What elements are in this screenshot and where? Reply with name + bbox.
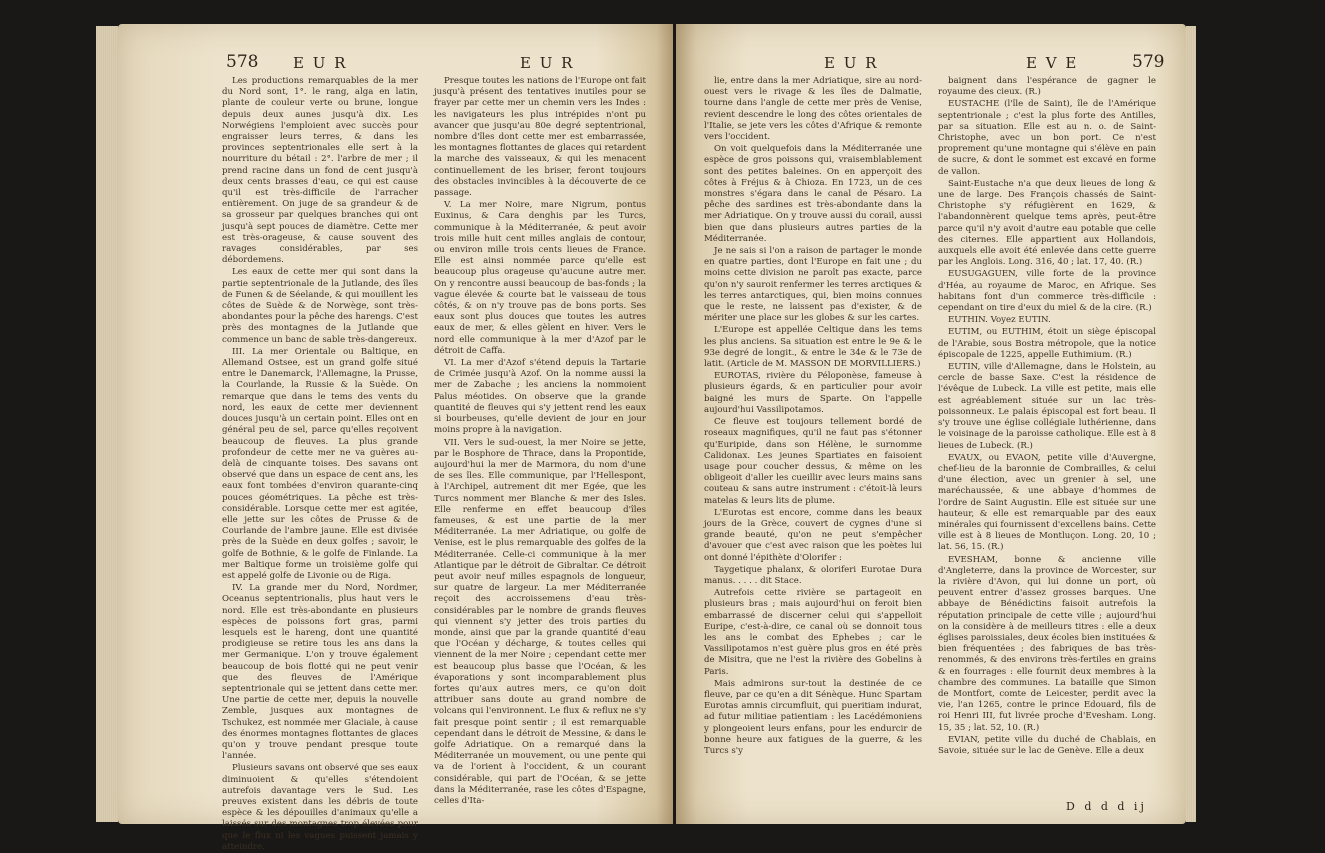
paragraph: III. La mer Orientale ou Baltique, en Allemand Ostsee, est un grand golfe situé entre le Danemarck, l'Allemagne, la Prusse, la Courlande, la Russie & la Suède. On remarque que dans le tems des vents du nord, les eaux de cette mer deviennent douces jusqu'à un certain point. Elles ont en général peu de sel, parce qu'elles reçoivent beaucoup de fleuves. La plus grande profondeur de cette mer ne va guères au-delà de cinquante toises. Des savans ont observé que dans un espace de cent ans, les eaux font tombées d'environ quarante-cinq pouces géométriques. La pêche est très-considérable. Lorsque cette mer est agitée, elle jette sur les côtes de Prusse & de Courlande de l'ambre jaune. Elle est divisée près de la Suède en deux golfes ; savoir, le golfe de Bothnie, & le golfe de Finlande. La mer Baltique forme un troisième golfe qui est appelé golfe de Livonie ou de Riga. bbox=[222, 346, 418, 581]
paragraph: V. La mer Noire, mare Nigrum, pontus Euxinus, & Cara denghis par les Turcs, communique à la Méditerranée, & peut avoir trois mille huit cent milles anglais de contour, ou environ mille trois cents lieues de France. Elle est ainsi nommée parce qu'elle est beaucoup plus orageuse qu'aucune autre mer. On y rencontre aussi beaucoup de bas-fonds ; la vague élevée & courte bat le vaisseau de tous côtés, & on n'y trouve pas de bons ports. Ses eaux sont plus douces que toutes les autres eaux de mer, & elles gèlent en hiver. Vers le nord elle communique à la mer d'Azof par le détroit de Caffa. bbox=[434, 200, 646, 356]
paragraph: Les productions remarquables de la mer du Nord sont, 1°. le rang, alga en latin, plante de couleur verte ou brune, longue depuis deux aunes jusqu'à dix. Les Norwégiens l'emploient avec succès pour engraisser leurs terres, & dans les provinces septentrionales elle sert à la nourriture du bétail : 2°. l'arbre de mer ; il prend racine dans un fond de cent jusqu'à deux cents brasses d'eau, ce qui est cause qu'il est très-difficile de l'arracher entièrement. On juge de sa grandeur & de sa grosseur par quelques branches qui ont jusqu'à sept pouces de diamètre. Cette mer est très-orageuse, & cause souvent des ravages considérables, par ses débordemens. bbox=[222, 76, 418, 266]
paragraph: On voit quelquefois dans la Méditerranée une espèce de gros poissons qui, vraisemblablement sont des petites baleines. On en apperçoit des côtes à Fréjus & à Chioza. En 1723, un de ces monstres s'égara dans le canal de Pésaro. La pêche des sardines est très-abondante dans la mer Adriatique. On y trouve aussi du corail, aussi bien que dans plusieurs autres parties de la Méditerranée. bbox=[704, 144, 922, 244]
paragraph: EUSUGAGUEN, ville forte de la province d'Héa, au royaume de Maroc, en Afrique. Ses habitans font d'un commerce très-difficile : cependant on tire d'eux du miel & de la cire. (R.) bbox=[938, 269, 1156, 314]
paragraph: Je ne sais si l'on a raison de partager le monde en quatre parties, dont l'Europe en fait une ; du moins cette division ne paroît pas exacte, parce qu'on n'y sauroit renfermer les terres arctiques & les terres antarctiques, qui, bien moins connues que le reste, ne laissent pas d'exister, & de mériter une place sur les globes & sur les cartes. bbox=[704, 246, 922, 324]
paragraph: VII. Vers le sud-ouest, la mer Noire se jette, par le Bosphore de Thrace, dans la Propontide, aujourd'hui la mer de Marmora, du nom d'une de ses îles. Elle communique, par l'Hellespont, à l'Archipel, autrement dit mer Egée, que les Turcs nomment mer Blanche & mer des Isles. Elle renferme en effet beaucoup d'îles fameuses, & est une partie de la mer Méditerranée. La mer Adriatique, ou golfe de Venise, est le plus remarquable des golfes de la Méditerranée. Celle-ci communique à la mer Atlantique par le détroit de Gibraltar. Ce détroit peut avoir neuf milles espagnols de longueur, sur quatre de largeur. La mer Méditerranée reçoit des accroissemens d'eau très-considérables par le nombre de grands fleuves qui viennent s'y jetter des trois parties du monde, ainsi que par la grande quantité d'eau que l'Océan y décharge, & toutes celles qui viennent de la mer Noire ; cependant cette mer est beaucoup plus basse que l'Océan, & les évaporations y sont incomparablement plus fortes qu'aux autres mers, ce qu'on doit attribuer sans doute au grand nombre de volcans qui l'environnent. Le flux & reflux ne s'y fait presque point sentir ; il est remarquable cependant dans le détroit de Messine, & dans le golfe Adriatique. On a remarqué dans la Méditerranée un mouvement, ou une pente qui va de l'orient à l'occident, & un courant considérable, qui part de l'Océan, & se jette dans la Méditerranée, rase les côtes d'Espagne, celles d'Ita- bbox=[434, 437, 646, 806]
running-header-right: E V E bbox=[1026, 54, 1079, 72]
paragraph: baignent dans l'espérance de gagner le royaume des cieux. (R.) bbox=[938, 76, 1156, 98]
paragraph: EUTHIN. Voyez EUTIN. bbox=[948, 315, 1051, 326]
paragraph: EUROTAS, rivière du Péloponèse, fameuse à plusieurs égards, & en particulier pour avoir baigné les murs de Sparte. On l'appelle aujourd'hui Vassilipotamos. bbox=[704, 371, 922, 415]
paragraph: VI. La mer d'Azof s'étend depuis la Tartarie de Crimée jusqu'à Azof. On la nomme aussi la mer de Zabache ; les anciens la nommoient Palus méotides. On observe que la grande quantité de fleuves qui s'y jettent rend les eaux si bourbeuses, qu'elle devient de jour en jour moins propre à la navigation. bbox=[434, 358, 646, 436]
running-header-right: E U R bbox=[520, 54, 575, 72]
running-header-left: E U R bbox=[824, 54, 879, 72]
page-number: 579 bbox=[1132, 52, 1165, 72]
text-column-left bbox=[222, 76, 418, 852]
paragraph: Mais admirons sur-tout la destinée de ce fleuve, par ce qu'en a dit Sénèque. Hunc Spartam Eurotas amnis circumfluit, qui pueritiam indurat, ad futur militiae patientiam : les Lacédémoniens y plongeoient leurs enfans, pour les endurcir de bonne heure aux fatigues de la guerre, & les Turcs s'y bbox=[704, 678, 922, 756]
paragraph: EUTIN, ville d'Allemagne, dans le Holstein, au cercle de basse Saxe. C'est la résidence de l'évêque de Lubeck. La ville est petite, mais elle est agréablement située sur un lac très-poissonneux. Le palais épiscopal est fort beau. Il s'y trouve une église collégiale luthérienne, dans le voisinage de la paroisse catholique. Elle est à 8 lieues de Lubeck. (R.) bbox=[938, 362, 1156, 451]
left-page-edges bbox=[96, 26, 118, 822]
paragraph: Autrefois cette rivière se partageoit en plusieurs bras ; mais aujourd'hui on feroit bien embarrassé de discerner celui qui s'appelloit Euripe, c'est-à-dire, ce canal où se donnoit tous les ans le combat des Ephebes ; car le Vassilipotamos n'est guère plus gros en été près de Misitra, que ne l'est la rivière des Gobelins à Paris. bbox=[704, 588, 922, 677]
text-column-right bbox=[434, 76, 647, 806]
paragraph: IV. La grande mer du Nord, Nordmer, Oceanus septentrionalis, plus haut vers le nord. Elle est très-abondante en plusieurs espèces de poissons fort gras, parmi lesquels est le hareng, dont une quantité prodigieuse se retire tous les ans dans la mer Germanique. L'on y trouve également beaucoup de bois flotté qui ne peut venir que des fleuves de l'Amérique septentrionale qui se jettent dans cette mer. Une partie de cette mer, depuis la nouvelle Zemble, jusques aux montagnes de Tschukez, est nommée mer Glaciale, à cause des énormes montagnes flottantes de glaces qu'on y trouve pendant presque toute l'année. bbox=[222, 583, 418, 762]
paragraph: EVIAN, petite ville du duché de Chablais, en Savoie, située sur le lac de Genève. Elle a deux bbox=[938, 734, 1156, 756]
paragraph: EVAUX, ou EVAON, petite ville d'Auvergne, chef-lieu de la baronnie de Combrailles, & celui d'une élection, avec un grenier à sel, une maréchaussée, & une abbaye d'hommes de l'ordre de Saint Augustin. Elle est située sur une hauteur, & elle est remarquable par des eaux minérales qui fournissent d'excellens bains. Cette ville est à 8 lieues de Montluçon. Long. 20, 10 ; lat. 56, 15. (R.) bbox=[938, 452, 1156, 553]
paragraph: Ce fleuve est toujours tellement bordé de roseaux magnifiques, qu'il ne faut pas s'étonner qu'Euripide, dans son Hélène, le surnomme Calidonax. Les jeunes Spartiates en faisoient usage pour coucher dessus, & même on les obligeoit d'aller les cueillir avec leurs mains sans couteau & sans autre instrument : c'étoit-là leurs matelas & leurs lits de plume. bbox=[704, 417, 922, 506]
signature-mark: D d d d ij bbox=[1066, 800, 1147, 813]
paragraph: EUTIM, ou EUTHIM, étoit un siège épiscopal de l'Arabie, sous Bostra métropole, que la notice épiscopale de 1225, appelle Euthimium. (R.) bbox=[938, 327, 1156, 360]
paragraph: L'Europe est appellée Celtique dans les tems les plus anciens. Sa situation est entre le 9e & le 93e degré de longit., & entre le 34e & le 73e de latit. (Article de M. MASSON DE MORVILLIERS.) bbox=[704, 325, 922, 370]
paragraph: Les eaux de cette mer qui sont dans la partie septentrionale de la Jutlande, des îles de Funen & de Séelande, & qui mouillent les côtes de Suède & de Norwège, sont très-abondantes pour la pêche des harengs. C'est près des montagnes de la Jutlande que commence un banc de sable très-dangereux. bbox=[222, 267, 418, 345]
running-header-left: E U R bbox=[293, 54, 348, 72]
paragraph: L'Eurotas est encore, comme dans les beaux jours de la Grèce, couvert de cygnes d'une si grande beauté, qu'on ne peut s'empêcher d'avouer que c'est avec raison que les poètes lui ont donné l'épithète d'Olorifer : bbox=[704, 507, 922, 563]
paragraph: Presque toutes les nations de l'Europe ont fait jusqu'à présent des tentatives inutiles pour se frayer par cette mer un chemin vers les Indes : les navigateurs les plus intrépides n'ont pu avancer que jusqu'au 80e degré septentrional, nombre d'îles dont cette mer est embarrassée, les montagnes flottantes de glaces qui retardent la marche des vaisseaux, & qui les menacent continuellement de les briser, feront toujours des obstacles invincibles à la découverte de ce passage. bbox=[434, 76, 647, 199]
right-page-edges bbox=[1186, 26, 1196, 822]
paragraph: Plusieurs savans ont observé que ses eaux diminuoient & qu'elles s'étendoient autrefois davantage vers le Sud. Les preuves existent dans les débris de toute espèce & les dépouilles d'animaux qu'elle a laissés sur des montagnes trop élevées pour que le flux ni les vagues puissent jamais y atteindre. bbox=[222, 763, 418, 852]
paragraph: lie, entre dans la mer Adriatique, sire au nord-ouest vers le rivage & les îles de Dalmatie, tourne dans l'angle de cette mer près de Venise, revient descendre le long des côtes orientales de l'Italie, se jete vers les côtes d'Afrique & remonte vers l'occident. bbox=[704, 76, 922, 143]
right-page bbox=[676, 24, 1186, 824]
paragraph: Taygetique phalanx, & oloriferi Eurotae Dura manus. . . . . dit Stace. bbox=[704, 564, 922, 586]
text-column-left bbox=[704, 76, 922, 796]
paragraph: EUSTACHE (l'île de Saint), île de l'Amérique septentrionale ; c'est la plus forte des Antilles, par sa situation. Elle est au n. o. de Saint-Christophe, avec un bon port. Ce n'est proprement qu'une montagne qui s'élève en pain de sucre, & dont le sommet est excavé en forme de vallon. bbox=[938, 99, 1156, 177]
paragraph: Saint-Eustache n'a que deux lieues de long & une de large. Des François chassés de Saint-Christophe s'y réfugièrent en 1629, & l'abandonnèrent quelque tems après, peut-être parce qu'il n'y avoit d'autre eau potable que celle des citernes. Elle appartient aux Hollandois, auxquels elle avoit été enlevée dans cette guerre par les Anglois. Long. 316, 40 ; lat. 17, 40. (R.) bbox=[938, 178, 1156, 268]
page-number: 578 bbox=[226, 52, 259, 72]
text-column-right bbox=[938, 76, 1156, 796]
left-page bbox=[118, 24, 673, 852]
paragraph: EVESHAM, bonne & ancienne ville d'Angleterre, dans la province de Worcester, sur la rivière d'Avon, qui lui donne un port, où peuvent entrer d'assez grosses barques. Une abbaye de Bénédictins faisoit autrefois la réputation principale de cette ville ; aujourd'hui on la considère à de meilleurs titres : elle a deux églises paroissiales, deux écoles bien instituées & bien fréquentées ; des fabriques de bas très-renommés, & des environs très-fertiles en grains & en fourrages : elle fournit deux membres à la chambre des communes. La bataille que Simon de Montfort, comte de Leicester, perdit avec la vie, l'an 1265, contre le prince Edouard, fils de roi Henri III, fut livrée proche d'Evesham. Long. 15, 35 ; lat. 52, 10. (R.) bbox=[938, 554, 1156, 733]
